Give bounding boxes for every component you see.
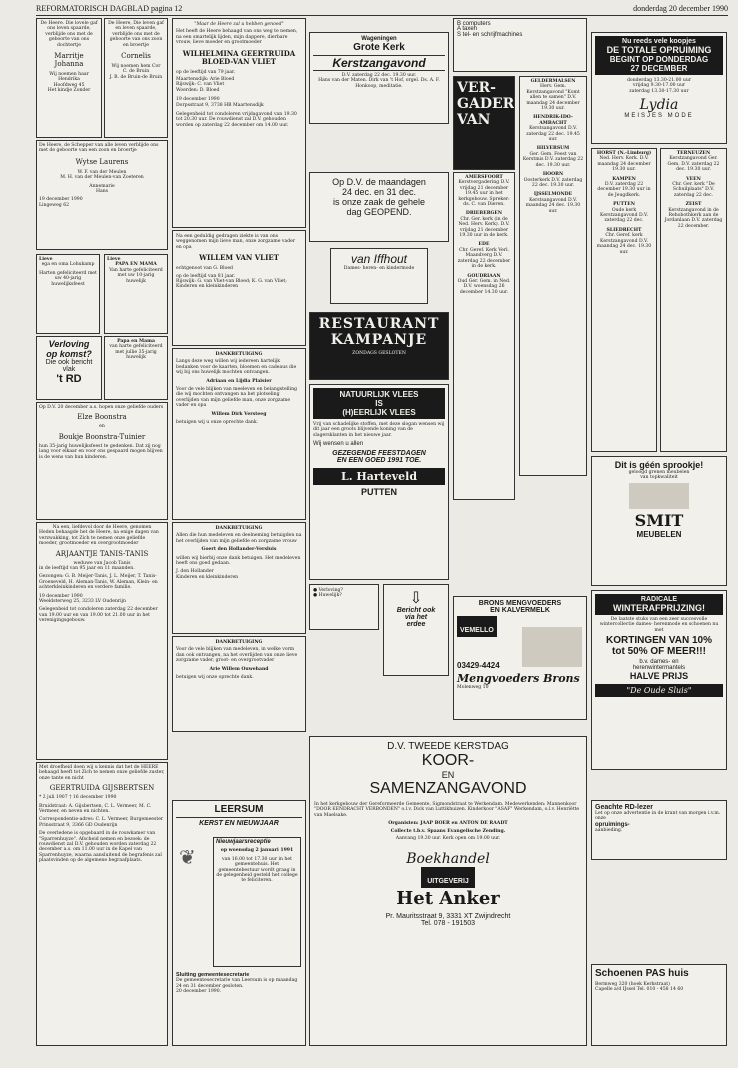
schoenen-line1: Schoenen PAS huis [595,968,689,979]
anker-brand2: UITGEVERIJ [427,878,469,886]
smit-line1: Dit is géén sprookje! [614,460,704,470]
church-place: PUTTEN [613,202,635,208]
family-notice-9: Met droefheid doen wij u kennis dat het de HEERE behaagd heeft tot Zich te nemen onze geliefde zuster, onze tante en nicht GEERTRUIDA GIJSBERTSEN * 2 juli 1907 † 16 december 1990 Bruidstraat: A. Gijsbertsen, C. L. Vermeer, M. C. Vermeer, en neven en nichten. Correspondentie-adres: C. L. Vermeer, Burgemeester Prinsstraat 9, 3366 GD Oudenrijn De overledene is opgebaard in de rouwkamer van "Sparrenhuyze". Afscheid nemen en bezoek: de rouwdienst zal D.V. gehouden worden zaterdag 22 december a.s. om 11.00 uur in de Kapel van Sparrenhuyze, waarna aansluitend de begrafenis zal plaatsvinden op de algemene begraafplaats. [36,762,168,1046]
thanks-notice-2: DANKBETUIGING Allen die hun medeleven en deelneming betuigden na het overlijden van mijn geliefde en zorgzame vrouw Goert den Hollander-Versluis willen wij hierbij onze dank betuigen. Het medeleven heeft ons goed gedaan. J. den Hollander Kinderen en kleinkinderen [172,522,306,634]
koor-line4: D.V. zaterdag 22 dec. 19.30 uur. [341,73,417,78]
vlees-line1: NATUURLIJK VLEES [339,390,419,399]
vergadering-header [453,76,515,170]
anker-address: Pr. Mauritsstraat 9, 3331 XT Zwijndrecht [385,913,511,921]
family-notice-7: Op D.V. 20 december a.s. hopen onze geliefde ouders Elze Boonstra en Boukje Boonstra-Tuinier hun 35-jarig huwelijksfeest te gedenken. Dat zij nog lang voor elkaar en voor ons gespaard mogen blijven is de wens van hun kinderen. [36,402,168,520]
open-line4: dag GEOPEND. [346,207,412,217]
lydia-ad: Nu reeds vele koopjes DE TOTALE OPRUIMING BEGINT OP DONDERDAG 27 DECEMBER donderdag 13.30-21.00 uur vrijdag 9.30-17.00 uur zaterdag 13.30-17.30 uur Lydia MEISJES MODE [591,32,727,144]
notice-name: Cornelis [121,52,151,61]
sluiting-date: 20 december 1990. [176,989,222,995]
place-name: EDE [478,242,490,248]
restaurant-line1: RESTAURANT [318,316,440,332]
verloving-line2: op komst? [46,349,92,359]
vemello-phone: 03429-4424 [457,661,500,670]
anker-brand3: Het Anker [396,888,500,910]
notice-name: Marritje Johanna [54,52,84,69]
vlees-line3: (H)EERLIJK VLEES [342,408,416,417]
vergadering-list-2: GELDERMALSEN Herv. Gem. Kerstzangavond "Komt allen te samen" D.V. maandag 24 december 19.30 uur. HENDRIK-IDO-AMBACHT Kerstsangavond D.V. zaterdag 22 dec. 19.45 uur. HILVERSUM Ger. Gem. Feest van Kerstmis D.V. zaterdag 22 dec. 19.30 uur. HOORN Oosterkerk D.V. zaterdag 22 dec. 19.30 uur. IJSSELMONDE Kerstsangavond D.V. maandag 24 dec. 19.30 uur. [519,76,587,476]
church-list-1: HORST (N.-Limburg) Ned. Herv. Kerk. D.V. maandag 24 december 19.30 uur. KAMPEN D.V. zaterdag 22 december 19.30 uur in de Jeugdkerk. PUTTEN Oude kerk Kerstzangavond D.V. zaterdag 22 dec. SLIEDRECHT Chr. Geref. kerk Kerstzangavond D.V. maandag 24 dec. 19.30 uur. [591,148,657,452]
church-place: HORST (N.-Limburg) [596,151,652,156]
lydia-line4: 27 DECEMBER [630,64,688,73]
schoenen-line3: Capelle a/d IJssel Tel. 010 - 458 14 60 [595,987,684,993]
rdlezer-line1: Geachte RD-lezer [595,804,653,811]
leersum-title: LEERSUM [214,804,264,815]
verloving-check-box: ● Verloving? ● Huwelijk? [309,584,379,630]
vemello-line2: EN KALVERMELK [490,607,550,614]
notice-heading: DANKBETUIGING [215,526,263,531]
notice-name: Arie Willem Ouwehand [209,666,269,672]
bericht-line1: Bericht ook [396,607,436,614]
header-right: donderdag 20 december 1990 [633,4,728,13]
notice-name: Wytse Laurens [75,157,129,166]
lydia-line2: DE TOTALE OPRUIMING [606,45,712,55]
radicale-line7: HALVE PRIJS [629,671,689,682]
notice-name: Elze Boonstra [77,413,127,422]
vlees-line2: IS [375,399,383,408]
radicale-line3: KORTINGEN VAN 10% [606,635,712,647]
lydia-brand: Lydia [639,97,679,114]
radicale-line4: tot 50% OF MEER!!! [612,646,706,658]
anker-tel: Tel. 078 - 191503 [420,920,476,928]
koor-line1: Wageningen [361,36,397,42]
vlees-line6: EN EEN GOED 1991 TOE. [336,457,422,465]
harteveld-ad: NATUURLIJK VLEES IS (H)EERLIJK VLEES Vrij van schadelijke stoffen, met deze slogan wensen wij dit jaar een groots blijvende koning van de slagersklanten in het nieuwe jaar. Wij wensen u allen GEZEGENDE FEESTDAGEN EN EEN GOED 1991 TOE. L. Harteveld PUTTEN [309,384,449,580]
vlees-line5: GEZEGENDE FEESTDAGEN [332,450,426,458]
vemello-sign: Mengvoeders Brons [457,672,580,685]
place-name: DRIEBERGEN [465,211,503,217]
page-header [36,3,728,16]
koor-ad-line1: D.V. TWEEDE KERSTDAG [387,741,509,752]
lydia-line3: BEGINT OP DONDERDAG [609,55,709,64]
verloving-line5: 't RD [56,373,82,385]
vemello-addr: Molenweg 10 [457,685,489,690]
koor-ad-line3: EN [441,770,455,780]
thanks-notice-3: DANKBETUIGING Voor de vele blijken van medeleven, in welke vorm dan ook ontvangen, na het overlijden van onze lieve zorgzame vader, groot- en overgrootvader Arie Willem Ouwehand betuigen wij onze oprechte dank. [172,636,306,732]
koor-ad-line2: KOOR- [421,752,475,769]
notice-heading: DANKBETUIGING [215,352,263,357]
notice-name: Boukje Boonstra-Tuinier [58,432,146,441]
vlees-brand: L. Harteveld [340,470,418,484]
verloving-line1: Verloving [48,339,90,349]
restaurant-line3: ZONDAGS GESLOTEN [352,351,406,356]
vergadering-list-1: AMERSFOORT Kerstvergadering D.V. vrijdag 21 december 19.45 uur in het kerkgebouw. Spreker: ds. C. van Dieren. DRIEBERGEN Chr. Ger. kerk (in de Ned. Herv. Kerk). D.V. vrijdag 21 december 19.30 uur in de kerk. EDE Chr. Geref. Kerk Verl. Maandverg D.V. zaterdag 22 december in de kerk. GOUDRIAAN Oud Ger. Gem. in Ned. D.V. woensdag 26 december 14.30 uur. [453,172,515,500]
radicale-line2: WINTERAFPRIJZING! [613,603,705,613]
smit-brand: SMIT [634,510,684,530]
vlees-place: PUTTEN [361,487,397,498]
verloving-ad [36,336,102,400]
notice-name: Goert den Hollander-Versluis [201,547,277,553]
leersum-ad: LEERSUM KERST EN NIEUWJAAR Nieuwjaarsreceptie op woensdag 2 januari 1991 van 16.00 tot 17.30 uur in het gemeentehuis. Het gemeentebestuur wordt graag in de gelegenheid gesteld het college te feliciteren. ❦ Sluiting gemeentesecretarie De gemeentesecretarie van Leersum is op maandag 24 en 31 december gesloten. 20 december 1990. [172,800,306,1046]
place-name: AMERSFOORT [465,175,503,180]
lydia-tag: MEISJES MODE [624,113,694,120]
family-notice-2: De Heere, Die leven gaf en leven spaarde, verblijde ons met de geboorte van ons zoon en broertje Cornelis Wij noemen hem Cor C. de Bruin J. B. de Bruin-de Bruin [104,18,168,138]
anker-brand1: Boekhandel [406,851,490,868]
smit-ad [591,456,727,586]
notice-name: Willem Dirk Versteeg [211,411,267,417]
sluiting-title: Sluiting gemeentesecretarie [176,972,250,978]
vergadering-title: VER-GADER VAN [457,80,515,128]
vemello-brand: VEMELLO [460,627,494,634]
death-notice-2: Na een geduldig gedragen ziekte is van ons weggenomen mijn lieve man, onze zorgzame vader en opa WILLEM VAN VLIET echtgenoot van G. Bloed op de leeftijd van 81 jaar. Rijswijk: G. van Vliet-van Bloed; K. G. van Vliet; Kinderen en kleinkinderen [172,230,306,346]
church-list-2: TERNEUZEN Kerstzangavond Ger. Gem. D.V. zaterdag 22 dec. 19.30 uur. VEEN Chr. Ger. kerk "De Schuilplaats" D.V. zaterdag 22 dec. ZEIST Kerstzangavond in de Rehobothkerk aan de Jordanlaan D.V. zaterdag 22 december. [660,148,727,452]
vlees-line4: Wij wensen u allen [313,441,364,448]
radicale-line1: RADICALE [640,596,678,603]
receptie-box: Nieuwjaarsreceptie op woensdag 2 januari 1991 van 16.00 tot 17.30 uur in het gemeentehuis. Het gemeentebestuur wordt graag in de gelegenheid gesteld het college te feliciteren. [213,837,301,967]
bas-a: A taxen [457,26,478,33]
radicale-ad: RADICALE WINTERAFPRIJZING! De laatste stuks van een zeer succesvolle wintercollectie dames- herenmode en schoenen nu met KORTINGEN VAN 10% tot 50% OF MEER!!! b.v. dames- en herenwintermantels HALVE PRIJS "De Oude Sluis" [591,590,727,770]
church-place: SLIEDRECHT [606,227,642,233]
schoenen-ad [591,964,727,1046]
bericht-line3: erdee [406,621,426,628]
place-name: GOUDRIAAN [467,273,501,279]
koor-ad-collecte: Collecte t.b.v. Spaans Evangelische Zending. [390,828,506,834]
receptie-title: Nieuwjaarsreceptie [216,839,271,845]
holly-icon: ❦ [179,845,196,869]
verloving-line4: vlak [62,366,76,373]
family-notice-3: De Heere, de Schepper van alle leven verblijde ons met de geboorte van een zoon en broertje Wytse Laurens W. F. van der Meulen M. H. van der Meulen-van Zoeteren Annemarie Hans 19 december 1990 Lingeweg 62 [36,140,168,250]
arrow-down-icon: ⇩ [409,588,423,607]
family-notice-1: De Heere. Die lovele gaf ons leven spaarde, verblijde ons met de geboorte van ons dochtertje Marritje Johanna Wij noemen haar Hendrika Hoofdweg 45 Het kindje Zonder [36,18,102,138]
open-line3: is onze zaak de gehele [332,197,426,207]
koor-ad: D.V. TWEEDE KERSTDAG KOOR- EN SAMENZANGAVOND In het kerkgebouw der Gereformeerde Gemeente, Sigmondstraat te Werkendam. Medewerkenden: Mannenkoor "DOOR EENDRACHT VERBONDEN" o.l.v. Dick van Luttikhuizen. Kinderkoor "ASAF" Werkendam, o.l.v. Henriëtte van Maelsake. Organisten: JAAP BOER en ANTON DE RAADT Collecte t.b.v. Spaans Evangelische Zending. Aanvang 19.30 uur. Kerk open om 19.00 uur. Boekhandel UITGEVERIJ Het Anker Pr. Mauritsstraat 9, 3331 XT Zwijndrecht Tel. 078 - 191503 [309,736,587,1046]
bas-s: S tel- en schrijfmachines [457,31,523,38]
schoenen-line2: Bermweg 320 (hoek Kerkstraat) [595,982,670,987]
open-line1: Op D.V. de maandagen [332,177,426,187]
bas-b: B computers [457,21,491,27]
radicale-line6: herenwintermantels [632,665,686,672]
koor-ad-line4: SAMENZANGAVOND [369,780,527,797]
notice-name: Adriaan en Lijdia Plaisier [206,378,272,384]
smit-line3: van topkwaliteit [640,475,678,481]
iffhout-name: van Iffhout [350,252,408,266]
restaurant-ad [309,312,449,380]
notice-name: GEERTRUIDA GIJSBERTSEN [49,784,155,793]
death-notice-1: "Maar de Heere zal u hebben genoed" Het heeft de Heere behaagd van ons weg te nemen, na een smartelijk lijden, mijn dappere, dierbare vrouw, lieve moeder en grootmoeder WILHELMINA GEERTRUIDA BLOED-VAN VLIET op de leeftijd van 79 jaar. Maartensdijk: Arie Bloed Rijswijk: C. van Vliet Woerden: D. Bloed 19 december 1990 Dorpsstraat 9, 3738 HB Maartensdijk Gelegenheid tot condoleren vrijdagavond van 19.30 tot 20.30 uur. De rouwdienst zal D.V. gehouden worden op zaterdag 22 december om 14.00 uur. [172,18,306,228]
family-notice-8: Na een, liefdevol door de Heere, genomen Heden behaagde het de Heere, na enige dagen van verzwakking, tot Zich te nemen onze geliefde moeder, grootmoeder en overgrootmoeder ARJAANTJE TANIS-TANIS weduwe van Jacob Tanis in de leeftijd van 95 jaar en 11 maanden. Gezongen: G. B. Meijer-Tanis, J. L. Meijer, T. Tanis-Groeneveld, H. Aleman-Tanis, W. Aleman, Klein- en achterkleinkinderen en verdere familie. 19 december 1990 Weeldsterweg 25, 3233 LV Oudenrijn Gelegenheid tot condoleren zaterdag 22 december van 19.00 uur en van 19.00 tot 21.00 uur in het verenigingsgebouw. [36,522,168,760]
notice-name: WILLEM VAN VLIET [199,253,279,263]
lydia-line1: Nu reeds vele koopjes [622,38,696,45]
church-place: KAMPEN [612,176,636,182]
smit-line2: geloogd grenen meubelen [628,470,690,475]
vemello-ad [453,596,587,720]
bericht-line2: via het [404,614,428,621]
koor-line2: Grote Kerk [353,42,405,53]
receptie-date: op woensdag 2 januari 1991 [220,848,294,854]
bas-ad [453,18,587,72]
wageningen-ad: Wageningen Grote Kerk Kerstzangavond D.V. zaterdag 22 dec. 19.30 uur. Hans van der Maten. Dirk van 't Hof, orgel. Ds. A. F. Honkoop, meditatie. [309,32,449,124]
notice-name: ARJAANTJE TANIS-TANIS [55,549,149,558]
opening-ad [309,172,449,242]
family-notice-5: Lieve PAPA EN MAMA Van harte gefeliciteerd met uw 10-jarig huwelijk [104,254,168,334]
rdlezer-line3: aanbieding. [595,827,623,833]
radicale-shop: "De Oude Sluis" [626,686,692,696]
verloving-line3: Die ook bericht [45,359,93,366]
smit-brand2: MEUBELEN [636,529,682,539]
iffhout-sub: Dames- heren- en kindermode [343,266,415,271]
notice-name: WILHELMINA GEERTRUIDA BLOED-VAN VLIET [182,48,296,66]
header-left: REFORMATORISCH DAGBLAD pagina 12 [36,4,183,13]
rdlezer-ad: Geachte RD-lezer Let op onze advertentie in de krant van morgen i.v.m. onze opruimings- aanbieding. [591,800,727,860]
thanks-notice-1: DANKBETUIGING Langs deze weg willen wij iedereen hartelijk bedanken voor de kaarten, bloemen en cadeaus die wij bij ons huwelijk mochten ontvangen. Adriaan en Lijdia Plaisier Voor de vele blijken van meeleven en belangstelling die wij mochten ontvangen na het plotseling overlijden van mijn geliefde man, onze zorgzame vader en opa Willem Dirk Versteeg betuigen wij u onze oprechte dank. [172,348,306,520]
bericht-ad [383,584,449,676]
leersum-subtitle: KERST EN NIEUWJAAR [199,820,279,827]
koor-line3: Kerstzangavond [332,56,426,70]
radicale-line5: b.v. dames- en [639,659,679,666]
church-place: TERNEUZEN [676,151,711,156]
family-notice-6: Papa en Mama van harte gefeliciteerd met jullie 35-jarig huwelijk [104,336,168,400]
restaurant-line2: KAMPANJE [330,332,428,348]
factory-image [522,627,582,667]
open-line2: 24 dec. en 31 dec. [341,187,417,197]
vemello-line1: BRONS MENGVOEDERS [478,600,562,607]
rdlezer-line2: opruimings- [595,821,630,828]
van-iffhout-ad [330,248,428,304]
notice-heading: DANKBETUIGING [215,640,263,645]
furniture-image [629,483,689,509]
family-notice-4: Lieve ega en oma Lohukamp Harten gefeliciteerd met uw 40-jarig huwelijksfeest [36,254,100,334]
